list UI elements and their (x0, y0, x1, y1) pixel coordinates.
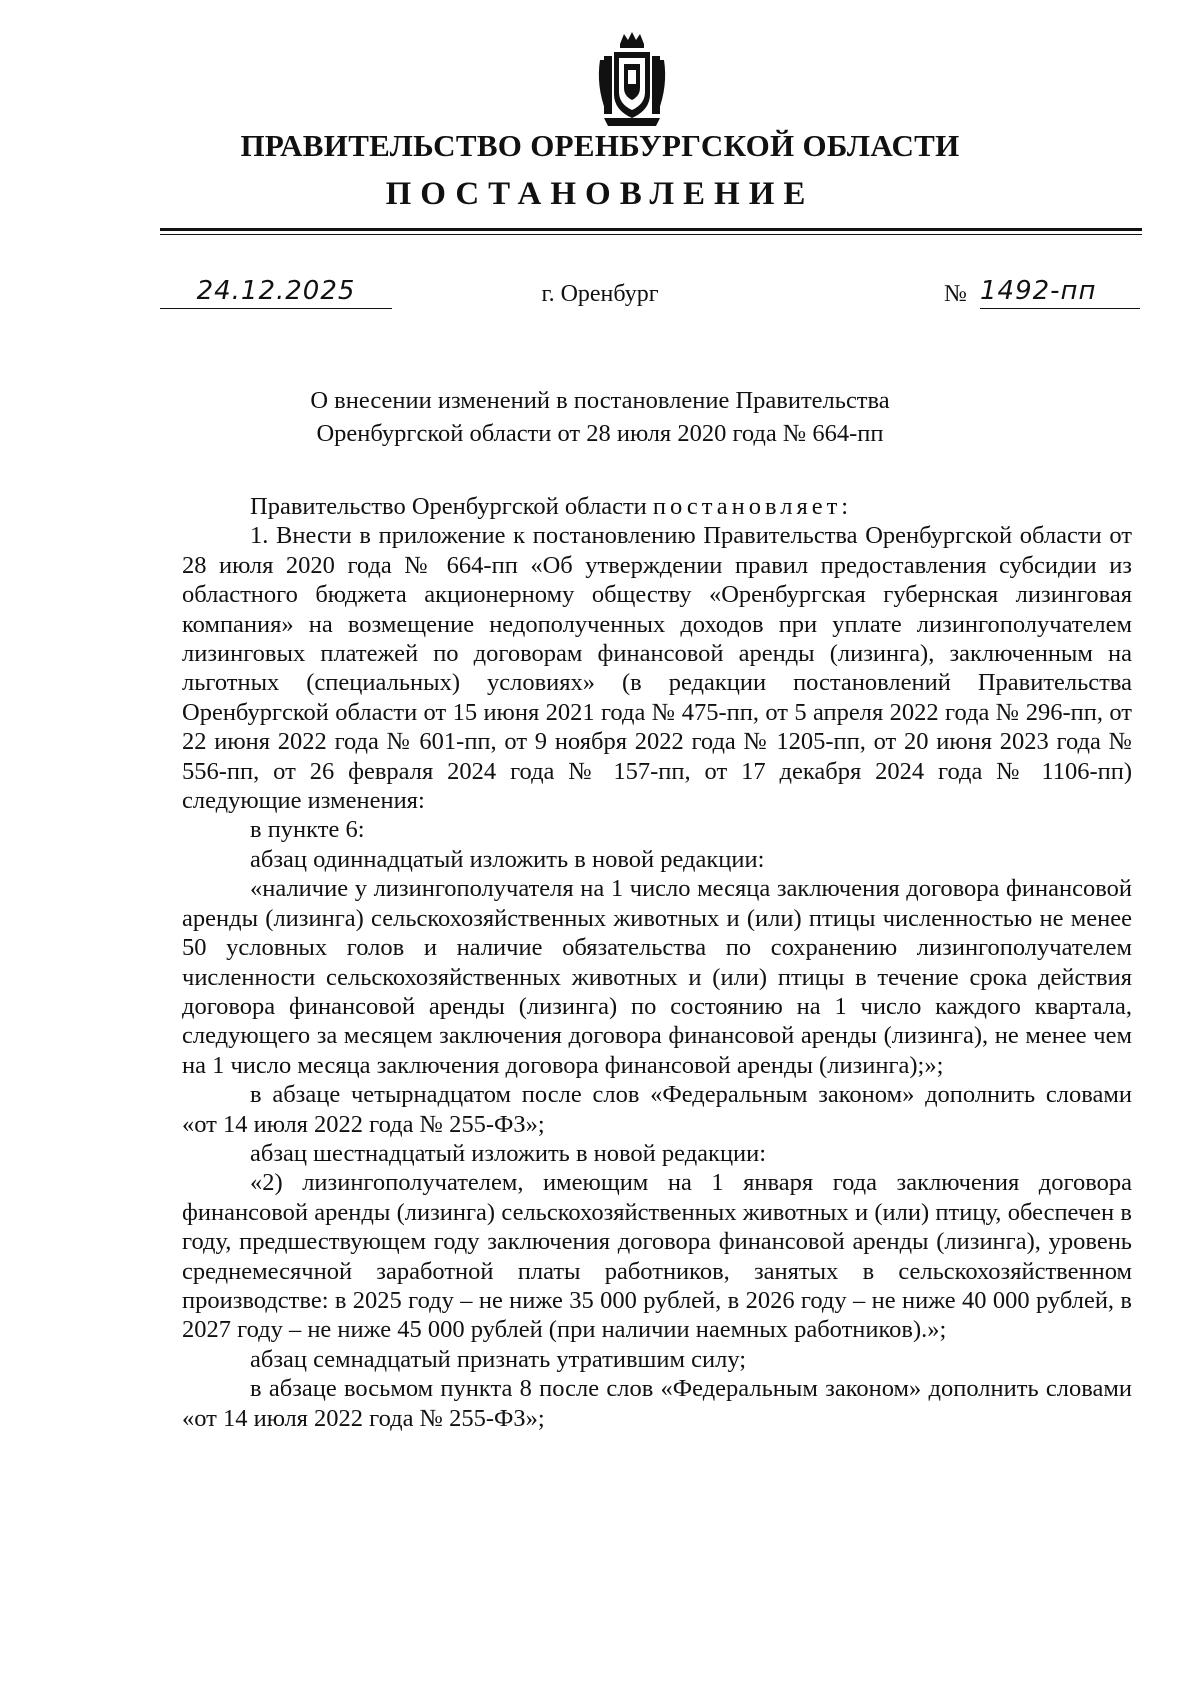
document-body (182, 492, 1132, 1433)
intro-prefix: Правительство Оренбургской области (250, 493, 653, 520)
intro-spaced-word: постановляет: (652, 493, 853, 520)
organization-title: ПРАВИТЕЛЬСТВО ОРЕНБУРГСКОЙ ОБЛАСТИ (240, 128, 960, 163)
body-paragraph: абзац одиннадцатый изложить в новой редакции: (250, 845, 765, 873)
subject-line: О внесении изменений в постановление Правительства (310, 387, 890, 414)
document-number-label: № (944, 281, 967, 307)
document-date: 24.12.2025 (160, 276, 392, 309)
body-paragraph: в абзаце четырнадцатом после слов «Федеральным законом» дополнить словами «от 14 июля 2022 года № 255-ФЗ»; (182, 1081, 1132, 1138)
body-paragraph: в абзаце восьмом пункта 8 после слов «Федеральным законом» дополнить словами «от 14 июля 2022 года № 255-ФЗ»; (182, 1375, 1132, 1432)
document-subject (0, 384, 1200, 450)
coat-of-arms-icon (590, 30, 674, 130)
body-paragraph: абзац шестнадцатый изложить в новой редакции: (250, 1139, 767, 1167)
body-paragraph: «2) лизингополучателем, имеющим на 1 января года заключения договора финансовой аренды (лизинга) сельскохозяйственных животных и (или) птицу, обеспечен в году, предшествующем году заключения договора финансовой аренды (лизинга), уровень среднемесячной заработной платы работников, занятых в сельскохозяйственном производстве: в 2025 году – не ниже 35 000 рублей, в 2026 году – не ниже 40 000 рублей, в 2027 году – не ниже 45 000 рублей (при наличии наемных работников).»; (182, 1169, 1132, 1344)
document-type-title: ПОСТАНОВЛЕНИЕ (385, 176, 815, 212)
body-paragraph: в пункте 6: (250, 816, 365, 844)
body-paragraph: 1. Внести в приложение к постановлению Правительства Оренбургской области от 28 июля 2020 года № 664-пп «Об утверждении правил предоставления субсидии из областного бюджета акционерному обществу «Оренбургская губернская лизинговая компания» на возмещение недополученных доходов при уплате лизингополучателем лизинговых платежей по договорам финансовой аренды (лизинга), заключенным на льготных (специальных) условиях» (в редакции постановлений Правительства Оренбургской области от 15 июня 2021 года № 475-пп, от 5 апреля 2022 года № 296-пп, от 22 июня 2022 года № 601-пп, от 9 ноября 2022 года № 1205-пп, от 20 июня 2023 года № 556-пп, от 26 февраля 2024 года № 157-пп, от 17 декабря 2024 года № 1106-пп) следующие изменения: (182, 522, 1132, 815)
document-city: г. Оренбург (541, 281, 659, 307)
header-rule-thin (160, 234, 1142, 235)
body-paragraph: абзац семнадцатый признать утратившим силу; (250, 1345, 747, 1373)
document-number: 1492-пп (980, 276, 1140, 309)
subject-line: Оренбургской области от 28 июля 2020 года № 664-пп (316, 420, 884, 447)
intro-paragraph (182, 492, 1132, 521)
body-paragraph: «наличие у лизингополучателя на 1 число месяца заключения договора финансовой аренды (лизинга) сельскохозяйственных животных и (или) птицы численностью не менее 50 условных голов и наличие обязательства по сохранению лизингополучателем численности сельскохозяйственных животных и (или) птицы в течение срока действия договора финансовой аренды (лизинга) по состоянию на 1 число каждого квартала, следующего за месяцем заключения договора финансовой аренды (лизинга), не менее чем на 1 число месяца заключения договора финансовой аренды (лизинга);»; (182, 875, 1132, 1079)
header-rule-thick (160, 228, 1142, 231)
